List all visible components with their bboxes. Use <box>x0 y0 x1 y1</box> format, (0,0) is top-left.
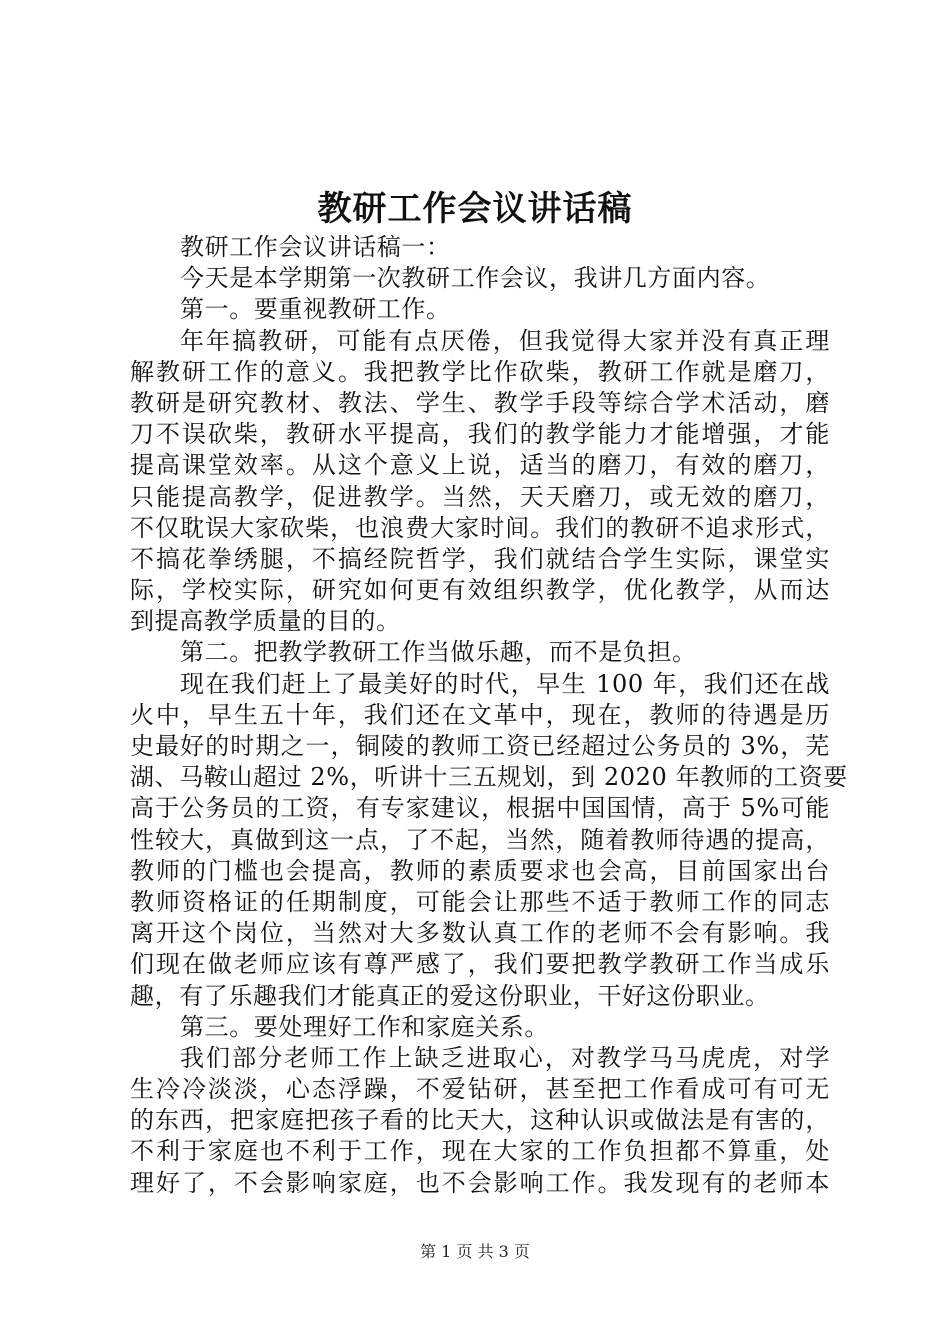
text-line: 不仅耽误大家砍柴，也浪费大家时间。我们的教研不追求形式， <box>130 513 830 542</box>
text-line: 教研是研究教材、教法、学生、教学手段等综合学术活动，磨 <box>130 388 830 417</box>
text-line: 火中，早生五十年，我们还在文革中，现在，教师的待遇是历 <box>130 700 830 729</box>
document-body <box>130 232 848 1199</box>
text-line: 高于公务员的工资，有专家建议，根据中国国情，高于 5%可能 <box>130 794 830 823</box>
text-line: 教研工作会议讲话稿一： <box>180 233 451 261</box>
text-line: 到提高教学质量的目的。 <box>130 607 401 636</box>
text-line: 年年搞教研，可能有点厌倦，但我觉得大家并没有真正理 <box>180 326 830 355</box>
text-line: 生冷冷淡淡，心态浮躁，不爱钻研，甚至把工作看成可有可无 <box>130 1075 830 1104</box>
text-line: 刀不误砍柴，教研水平提高，我们的教学能力才能增强，才能 <box>130 420 830 449</box>
document-title: 教研工作会议讲话稿 <box>317 189 633 229</box>
text-line: 趣，有了乐趣我们才能真正的爱这份职业，干好这份职业。 <box>130 981 770 1010</box>
text-line: 的东西，把家庭把孩子看的比天大，这种认识或做法是有害的， <box>130 1106 830 1135</box>
text-line: 只能提高教学，促进教学。当然，天天磨刀，或无效的磨刀， <box>130 482 830 511</box>
text-line: 理好了，不会影响家庭，也不会影响工作。我发现有的老师本 <box>130 1168 830 1197</box>
text-line: 性较大，真做到这一点，了不起，当然，随着教师待遇的提高， <box>130 825 830 854</box>
text-line: 我们部分老师工作上缺乏进取心，对教学马马虎虎，对学 <box>180 1043 830 1072</box>
text-line: 今天是本学期第一次教研工作会议，我讲几方面内容。 <box>180 264 771 293</box>
text-line: 史最好的时期之一，铜陵的教师工资已经超过公务员的 3%，芜 <box>130 732 830 760</box>
page-footer: 第 1 页 共 3 页 <box>420 1242 530 1261</box>
text-line: 离开这个岗位，当然对大多数认真工作的老师不会有影响。我 <box>130 919 830 948</box>
text-line: 不利于家庭也不利于工作，现在大家的工作负担都不算重，处 <box>130 1137 830 1166</box>
text-line: 湖、马鞍山超过 2%，听讲十三五规划，到 2020 年教师的工资要 <box>130 763 848 792</box>
text-line: 提高课堂效率。从这个意义上说，适当的磨刀，有效的磨刀， <box>130 451 830 480</box>
text-line: 们现在做老师应该有尊严感了，我们要把教学教研工作当成乐 <box>130 950 830 979</box>
text-line: 第二。把教学教研工作当做乐趣，而不是负担。 <box>180 638 697 667</box>
text-line: 教师的门槛也会提高，教师的素质要求也会高，目前国家出台 <box>130 856 830 885</box>
text-line: 第一。要重视教研工作。 <box>180 295 451 324</box>
text-line: 际，学校实际，研究如何更有效组织教学，优化教学，从而达 <box>130 576 830 605</box>
text-line: 第三。要处理好工作和家庭关系。 <box>180 1012 549 1041</box>
text-line: 现在我们赶上了最美好的时代，早生 100 年，我们还在战 <box>180 669 830 698</box>
text-line: 解教研工作的意义。我把教学比作砍柴，教研工作就是磨刀， <box>130 357 830 386</box>
text-line: 不搞花拳绣腿，不搞经院哲学，我们就结合学生实际，课堂实 <box>130 544 830 573</box>
text-line: 教师资格证的任期制度，可能会让那些不适于教师工作的同志 <box>130 887 830 916</box>
